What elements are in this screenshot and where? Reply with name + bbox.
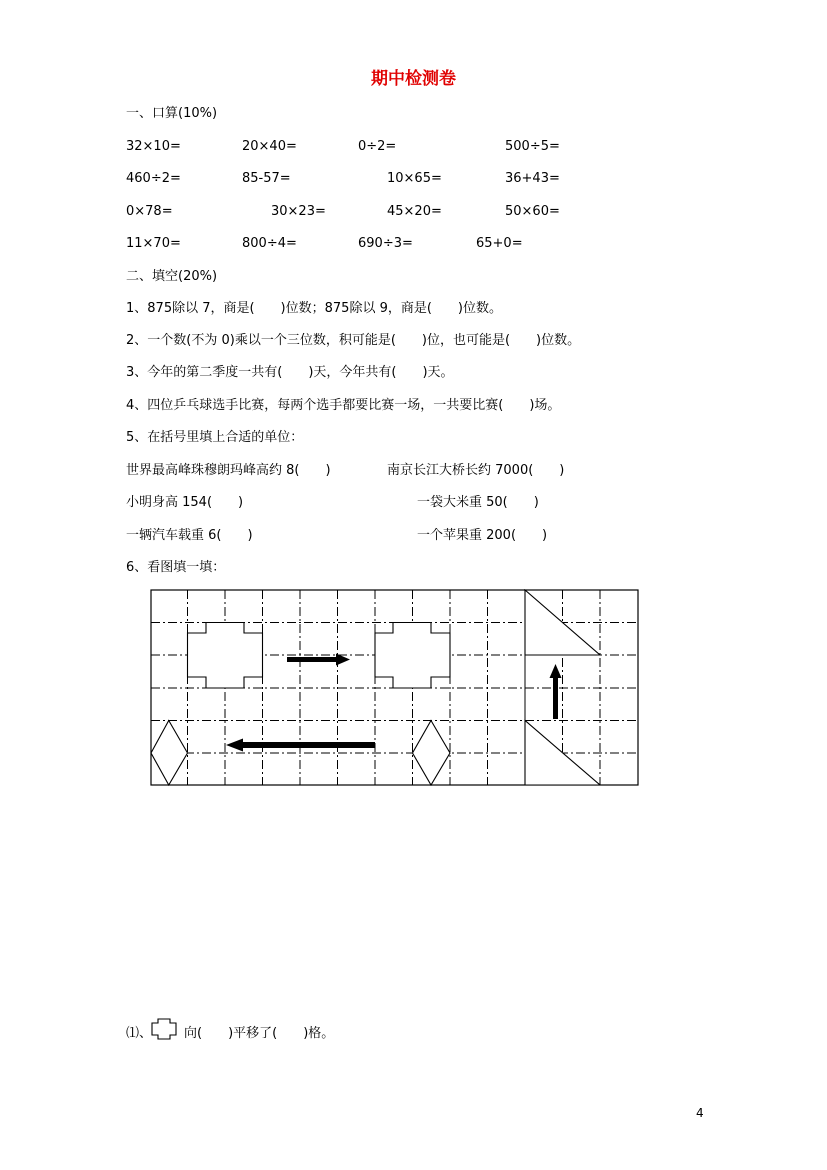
calc-item: 0÷2= <box>358 139 397 154</box>
up-arrow-icon <box>550 664 562 719</box>
calc-item: 32×10= <box>126 139 181 154</box>
question-2: 2、一个数(不为 0)乘以一个三位数，积可能是( )位，也可能是( )位数。 <box>126 333 581 348</box>
diamond-shape-moved <box>413 721 451 786</box>
cross-shape-moved <box>375 623 450 689</box>
section1-heading: 一、口算(10%) <box>126 106 218 121</box>
unit-item: 南京长江大桥长约 7000( ) <box>387 463 565 478</box>
question-6: 6、看图填一填： <box>126 560 226 575</box>
calc-item: 50×60= <box>505 204 560 219</box>
calc-item: 36+43= <box>505 171 560 186</box>
sub-question-1-text: 向( )平移了( )格。 <box>184 1026 335 1041</box>
question-1: 1、875除以 7，商是( )位数；875除以 9，商是( )位数。 <box>126 301 502 316</box>
calc-item: 460÷2= <box>126 171 181 186</box>
page-number: 4 <box>696 1106 704 1120</box>
unit-item: 一袋大米重 50( ) <box>417 495 539 510</box>
question-4: 4、四位乒乓球选手比赛，每两个选手都要比赛一场，一共要比赛( )场。 <box>126 398 561 413</box>
unit-item: 世界最高峰珠穆朗玛峰高约 8( ) <box>126 463 331 478</box>
calc-item: 500÷5= <box>505 139 560 154</box>
calc-item: 65+0= <box>476 236 523 251</box>
unit-item: 一个苹果重 200( ) <box>417 528 548 543</box>
page-title: 期中检测卷 <box>371 69 456 89</box>
calc-item: 45×20= <box>387 204 442 219</box>
calc-item: 85-57= <box>242 171 291 186</box>
sub-question-1-prefix: ⑴、 <box>126 1026 153 1041</box>
diamond-shape-original <box>151 721 188 786</box>
cross-shape-original <box>188 623 263 689</box>
question-3: 3、今年的第二季度一共有( )天，今年共有( )天。 <box>126 365 454 380</box>
question-5: 5、在括号里填上合适的单位： <box>126 430 304 445</box>
section2-heading: 二、填空(20%) <box>126 269 218 284</box>
calc-item: 0×78= <box>126 204 173 219</box>
unit-item: 小明身高 154( ) <box>126 495 244 510</box>
calc-item: 800÷4= <box>242 236 297 251</box>
calc-item: 20×40= <box>242 139 297 154</box>
translation-grid-figure <box>150 589 640 787</box>
calc-item: 10×65= <box>387 171 442 186</box>
calc-item: 11×70= <box>126 236 181 251</box>
calc-item: 690÷3= <box>358 236 413 251</box>
cross-shape-icon <box>151 1018 177 1040</box>
unit-item: 一辆汽车载重 6( ) <box>126 528 253 543</box>
calc-item: 30×23= <box>271 204 326 219</box>
